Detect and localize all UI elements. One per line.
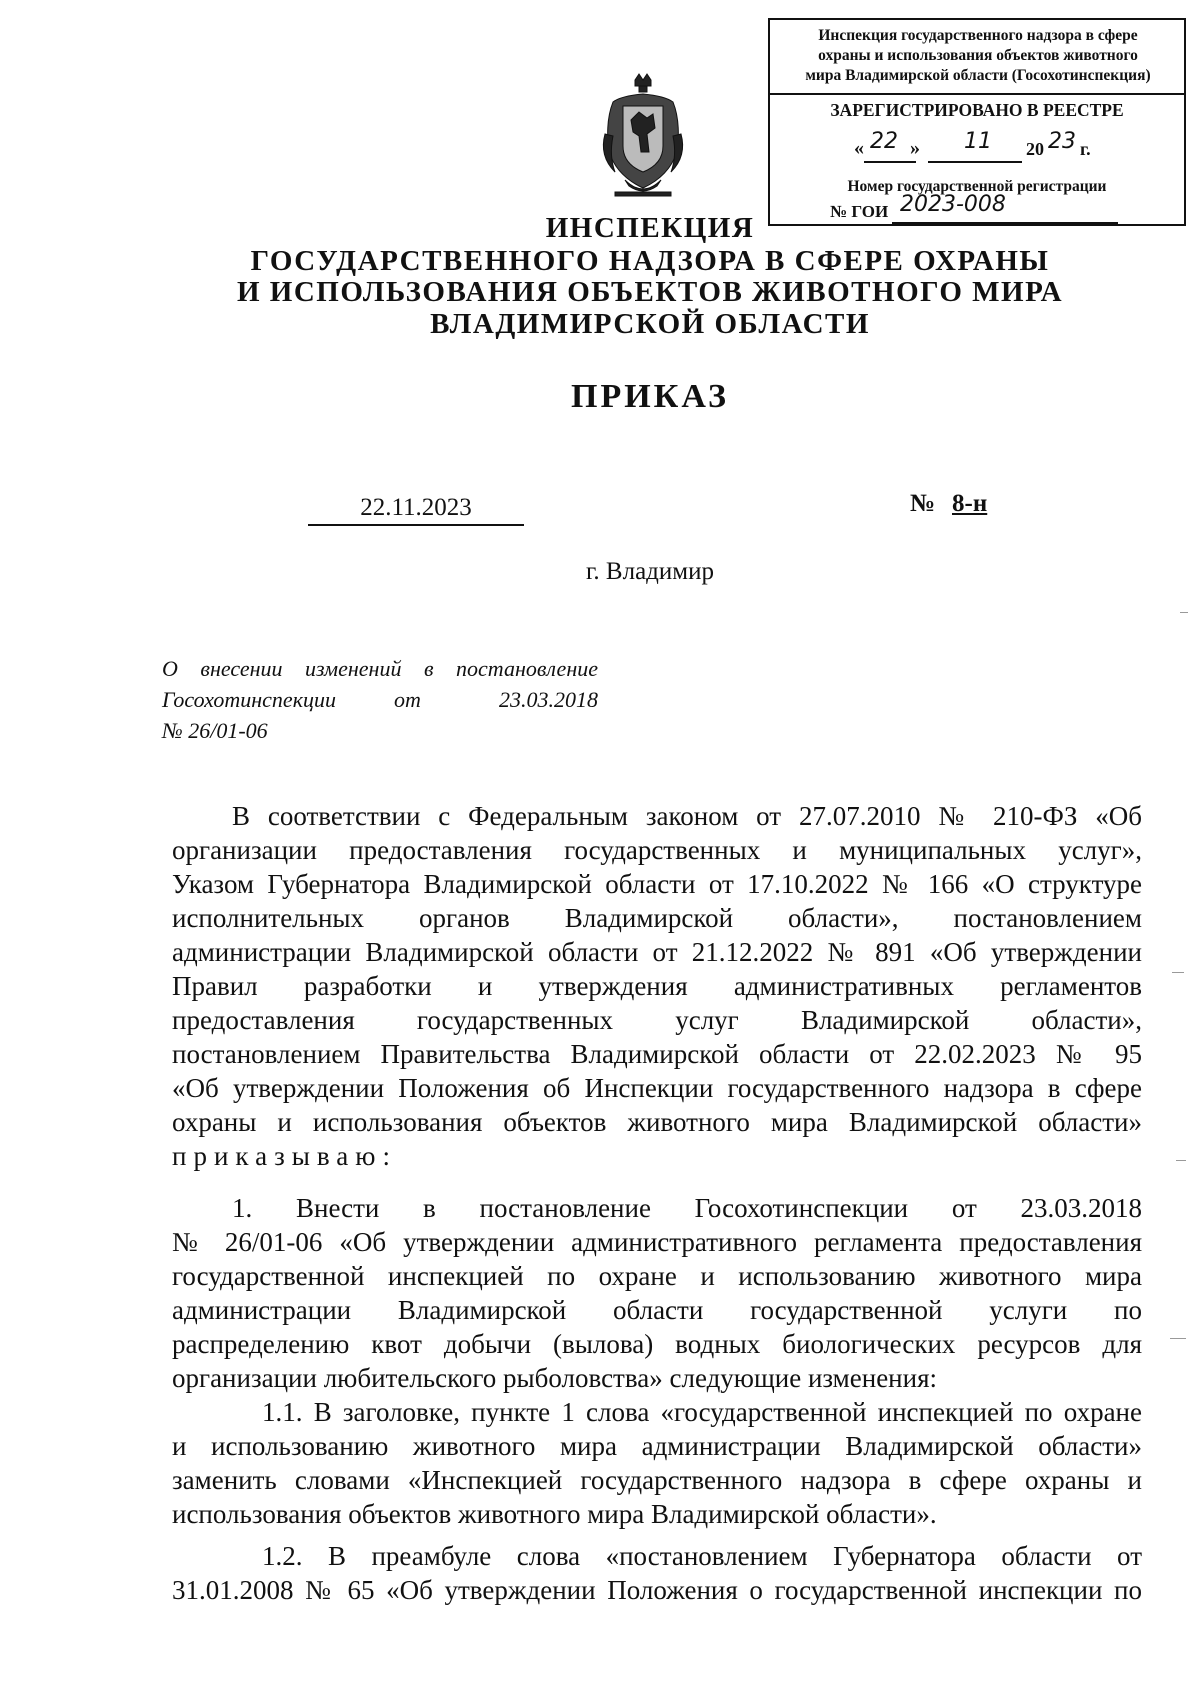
subject-line: О внесении изменений в постановление	[162, 656, 598, 681]
body-line: «Об утверждении Положения об Инспекции государственного надзора в сфере	[172, 1073, 1142, 1103]
subject-part: 23.03.2018	[499, 687, 598, 712]
body-line: 1.1. В заголовке, пункте 1 слова «государственной инспекцией по охране	[262, 1397, 1142, 1427]
subject-line	[162, 687, 598, 713]
body-line: № 26/01-06 «Об утверждении административного регламента предоставления	[172, 1227, 1142, 1257]
body-line: организации предоставления государственных и муниципальных услуг»,	[172, 835, 1142, 865]
body-line: и использованию животного мира администрации Владимирской области»	[172, 1431, 1142, 1461]
stamp-org-line: мира Владимирской области (Госохотинспекция)	[805, 67, 1151, 84]
stamp-reg-year-prefix: 20	[1026, 139, 1044, 159]
stamp-reg-month: 11	[964, 129, 992, 154]
order-word: приказываю:	[172, 1141, 397, 1171]
stamp-number-value: 2023-008	[900, 192, 1006, 217]
body-line: 31.01.2008 № 65 «Об утверждении Положения о государственной инспекции по	[172, 1575, 1142, 1605]
stamp-org-line: Инспекция государственного надзора в сфере	[818, 27, 1138, 44]
stamp-number-title: Номер государственной регистрации	[847, 178, 1107, 195]
body-line: 1.2. В преамбуле слова «постановлением Губернатора области от	[262, 1541, 1142, 1571]
body-line: исполнительных органов Владимирской области», постановлением	[172, 903, 1142, 933]
coat-of-arms-icon	[595, 72, 691, 202]
header-line-3: И ИСПОЛЬЗОВАНИЯ ОБЪЕКТОВ ЖИВОТНОГО МИРА	[236, 276, 1064, 308]
stamp-reg-year-suffix: 23	[1048, 129, 1076, 154]
stamp-registered-title: ЗАРЕГИСТРИРОВАНО В РЕЕСТРЕ	[830, 100, 1124, 120]
body-line: постановлением Правительства Владимирской области от 22.02.2023 № 95	[172, 1039, 1142, 1069]
header-line-1: ИНСПЕКЦИЯ	[545, 212, 755, 244]
document-type: ПРИКАЗ	[571, 378, 729, 415]
subject-part: Госохотинспекции	[162, 687, 336, 712]
body-line: организации любительского рыболовства» следующие изменения:	[172, 1363, 938, 1393]
stamp-reg-day: 22	[870, 129, 898, 154]
body-line: охраны и использования объектов животного мира Владимирской области»	[172, 1107, 1142, 1137]
scan-mark	[1180, 612, 1188, 613]
body-line: В соответствии с Федеральным законом от 27.07.2010 № 210-ФЗ «Об	[232, 801, 1142, 831]
city: г. Владимир	[586, 558, 714, 585]
header-line-2: ГОСУДАРСТВЕННОГО НАДЗОРА В СФЕРЕ ОХРАНЫ	[250, 245, 1050, 277]
scan-mark	[1176, 1160, 1186, 1161]
subject-part: от	[394, 687, 421, 712]
stamp-org-line: охраны и использования объектов животного	[818, 47, 1138, 64]
body-line: Правил разработки и утверждения административных регламентов	[172, 971, 1142, 1001]
subject-line: № 26/01-06	[162, 718, 268, 743]
registration-stamp	[768, 18, 1186, 226]
body-line: администрации Владимирской области государственной услуги по	[172, 1295, 1142, 1325]
scan-mark	[1170, 1338, 1186, 1339]
stamp-organization	[774, 26, 1182, 86]
body-line: государственной инспекцией по охране и использованию животного мира	[172, 1261, 1142, 1291]
body-line: заменить словами «Инспекцией государственного надзора в сфере охраны и	[172, 1465, 1142, 1495]
body-line: администрации Владимирской области от 21.12.2022 № 891 «Об утверждении	[172, 937, 1142, 967]
header-line-4: ВЛАДИМИРСКОЙ ОБЛАСТИ	[430, 308, 870, 340]
date-underline	[308, 524, 524, 526]
stamp-reg-year-end: г.	[1080, 139, 1091, 159]
scan-mark	[1172, 972, 1184, 973]
body-line: предоставления государственных услуг Владимирской области»,	[172, 1005, 1142, 1035]
order-date: 22.11.2023	[360, 494, 472, 521]
stamp-divider	[770, 93, 1184, 95]
body-line: использования объектов животного мира Владимирской области».	[172, 1499, 937, 1529]
order-number: 8-н	[952, 490, 988, 517]
body-line: 1. Внести в постановление Госохотинспекции от 23.03.2018	[232, 1193, 1142, 1223]
stamp-registration-date: « 22 » 11 20 23 г.	[854, 133, 1154, 167]
order-number-label: №	[910, 490, 936, 517]
body-line: Указом Губернатора Владимирской области от 17.10.2022 № 166 «О структуре	[172, 869, 1142, 899]
stamp-number-prefix: № ГОИ	[830, 202, 889, 221]
body-line: распределению квот добычи (вылова) водных биологических ресурсов для	[172, 1329, 1142, 1359]
